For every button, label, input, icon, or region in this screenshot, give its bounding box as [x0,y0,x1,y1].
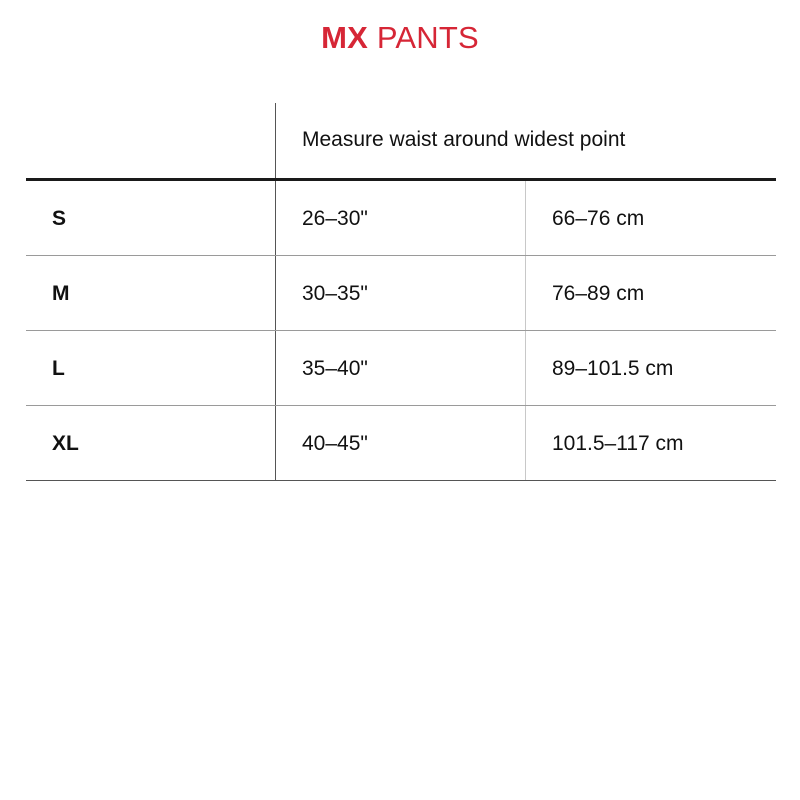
column-divider [525,181,526,255]
size-label: XL [52,432,79,455]
table-row [26,181,776,256]
column-divider [275,331,276,405]
column-divider [525,331,526,405]
column-divider [525,256,526,330]
column-divider [275,256,276,330]
waist-inches: 40–45" [302,432,368,455]
waist-inches: 26–30" [302,207,368,230]
size-chart-table [26,103,776,481]
page-title [0,18,800,58]
size-label: L [52,357,65,380]
title-light: PANTS [376,20,479,55]
table-header-label: Measure waist around widest point [302,128,626,151]
size-label: M [52,282,70,305]
table-row [26,406,776,481]
waist-cm: 76–89 cm [552,282,645,305]
size-label: S [52,207,67,230]
table-header-row [26,103,776,181]
column-divider [275,103,276,178]
title-bold: MX [321,20,368,55]
waist-cm: 66–76 cm [552,207,645,230]
waist-inches: 30–35" [302,282,368,305]
column-divider [525,406,526,480]
waist-cm: 89–101.5 cm [552,357,674,380]
table-row [26,331,776,406]
table-row [26,256,776,331]
waist-cm: 101.5–117 cm [552,432,684,455]
waist-inches: 35–40" [302,357,368,380]
column-divider [275,181,276,255]
column-divider [275,406,276,480]
